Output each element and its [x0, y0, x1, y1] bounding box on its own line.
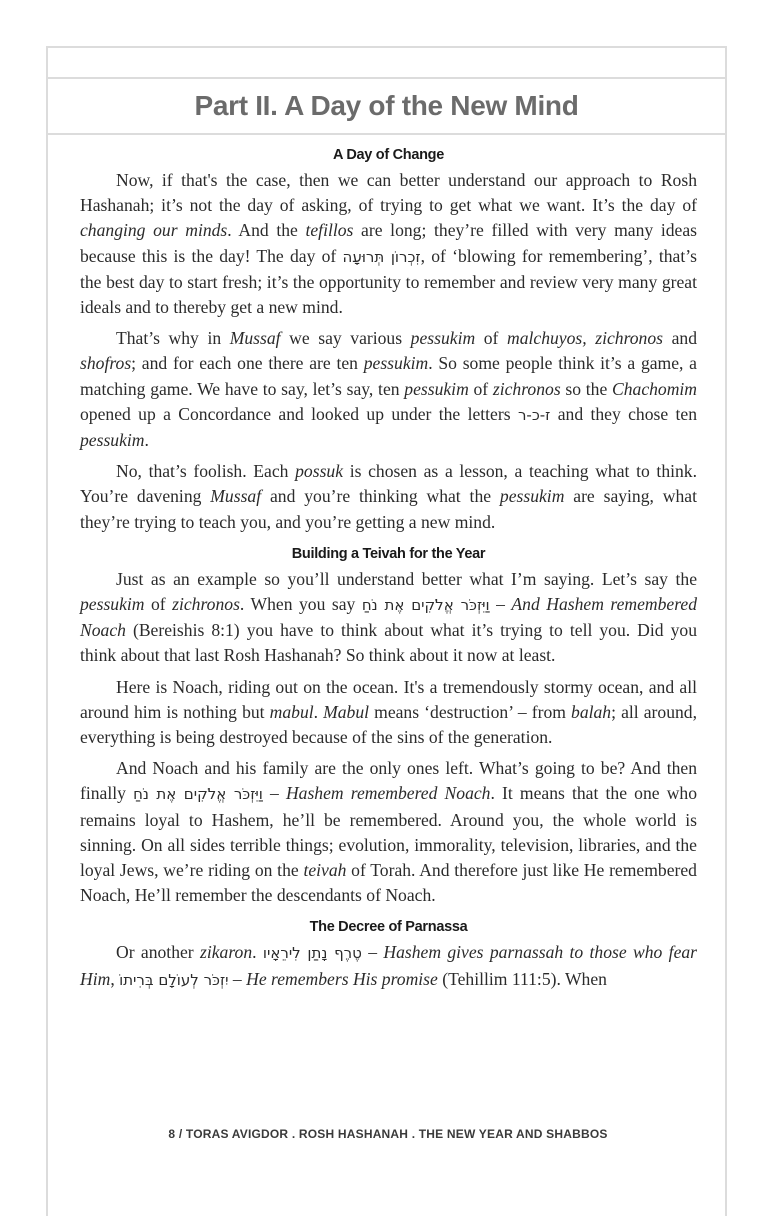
text-run: . And the	[227, 220, 306, 241]
text-run: and you’re thinking what the	[261, 486, 500, 507]
running-footer: 8 / TORAS AVIGDOR . ROSH HASHANAH . THE NEW YEAR AND SHABBOS	[168, 1127, 608, 1141]
hebrew-quote: ז-כ-ר	[517, 405, 551, 424]
italic-term: pessukim	[410, 328, 476, 349]
italic-term: Mabul	[323, 701, 370, 722]
text-run: opened up a Concordance and looked up under the letters	[80, 403, 518, 424]
italic-term: pessukim	[363, 353, 429, 374]
text-run: of	[468, 378, 493, 399]
text-run: Here is Noach, riding out on the ocean. It's a tremendously stormy ocean, and all around him is nothing but	[80, 676, 697, 722]
page-content	[80, 140, 697, 999]
hebrew-quote: טֶרֶף נָתַן לִירֵאָיו	[262, 944, 362, 963]
text-run: (Tehillim 111:5). When	[437, 968, 607, 989]
italic-term: balah	[571, 701, 612, 722]
italic-term: mabul	[269, 701, 314, 722]
text-run: . So some people think it’s a game, a matching game. We have to say, let’s say, ten	[80, 353, 697, 399]
body-paragraph	[80, 459, 697, 535]
text-run: of	[144, 594, 173, 615]
text-run: and they chose ten	[550, 403, 697, 424]
text-run: are saying, what they’re trying to teach you, and you’re getting a new mind.	[80, 486, 697, 532]
text-run: –	[361, 942, 384, 963]
italic-term: malchuyos, zichronos	[507, 328, 664, 349]
italic-term: He remembers His promise	[246, 968, 438, 989]
text-run: means ‘destruction’ – from	[369, 701, 572, 722]
italic-term: shofros	[80, 353, 132, 374]
italic-term: Mussaf	[210, 486, 262, 507]
text-run: That’s why in	[116, 328, 230, 349]
text-run: (Bereishis 8:1) you have to think about what it’s trying to tell you. Did you think about that last Rosh Hashanah? So think about it now at least.	[80, 620, 697, 666]
italic-term: zikaron	[200, 942, 253, 963]
text-run: and	[663, 328, 698, 349]
text-run: –	[262, 783, 286, 804]
italic-term: possuk	[295, 461, 344, 482]
text-run: And Noach and his family are the only ones left. What’s going to be? And then finally	[80, 758, 697, 804]
text-run: .	[313, 701, 324, 722]
body-paragraph	[80, 940, 697, 992]
italic-term: pessukim	[80, 594, 145, 615]
body-paragraph	[80, 168, 697, 320]
body-paragraph	[80, 675, 697, 751]
italic-term: pessukim	[80, 430, 145, 451]
italic-term: tefillos	[305, 220, 354, 241]
text-run: –	[489, 594, 512, 615]
text-run: ; and for each one there are ten	[131, 353, 364, 374]
text-run: ,	[110, 968, 120, 989]
italic-term: pessukim	[499, 486, 565, 507]
text-run: we say various	[280, 328, 411, 349]
body-paragraph	[80, 326, 697, 453]
text-run: –	[228, 968, 247, 989]
title-band	[48, 79, 725, 135]
section-heading: The Decree of Parnassa	[309, 919, 468, 936]
italic-term: Hashem remembered Noach	[285, 783, 491, 804]
italic-term: Chachomim	[611, 378, 698, 399]
hebrew-quote: יִזְכֹּר לְעוֹלָם בְּרִיתוֹ	[119, 970, 229, 989]
text-run: are long; they’re filled with very many ideas because this is the day! The day of	[80, 220, 698, 266]
text-run: No, that’s foolish. Each	[116, 461, 296, 482]
italic-term: changing our minds	[80, 220, 228, 241]
italic-term: zichronos	[492, 378, 561, 399]
text-run: Or another	[116, 942, 200, 963]
text-run: . When you say	[239, 594, 362, 615]
section-heading: A Day of Change	[333, 147, 444, 163]
italic-term: teivah	[303, 860, 347, 881]
hebrew-quote: וַיִּזְכֹּר אֱלֹקִים אֶת נֹחַ	[361, 596, 490, 615]
hebrew-quote: וַיִּזְכֹּר אֱלֹקִים אֶת נֹחַ	[133, 785, 263, 804]
part-title: Part II. A Day of the New Mind	[194, 90, 579, 121]
section-heading: Building a Teivah for the Year	[291, 545, 486, 562]
italic-term: And Hashem remembered Noach	[80, 594, 698, 641]
text-run: of	[475, 328, 507, 349]
italic-term: Hashem gives parnassah to those who fear Him	[80, 942, 698, 989]
text-run: ; all around, everything is being destroyed because of the sins of the generation.	[80, 701, 697, 748]
text-run: , of ‘blowing for remembering’, that’s the best day to start fresh; it’s the opportunity to remember and review very many great ideals and to thereby get a new mind.	[80, 245, 697, 318]
text-run: .	[144, 430, 149, 451]
header-band	[48, 48, 725, 79]
text-run: is chosen as a lesson, a teaching what to think. You’re davening	[80, 461, 697, 507]
text-run: Just as an example so you’ll understand better what I’m saying. Let’s say the	[116, 568, 697, 589]
hebrew-quote: זִכְרוֹן תְּרוּעָה	[342, 247, 421, 266]
body-paragraph	[80, 567, 697, 669]
italic-term: Mussaf	[229, 328, 281, 349]
text-run: . It means that the one who remains loyal to Hashem, he’ll be remembered. Around you, the whole world is sinning. On all sides terrible things; evolution, immorality, television, libraries, and the loyal Jews, we’re riding on the	[80, 783, 698, 881]
italic-term: pessukim	[404, 378, 469, 399]
text-run: Now, if that's the case, then we can better understand our approach to Rosh Hashanah; it’s not the day of asking, of trying to get what we want. It’s the day of	[80, 170, 697, 216]
text-run: .	[252, 942, 263, 963]
body-paragraph	[80, 756, 697, 908]
text-run: of Torah. And therefore just like He remembered Noach, He’ll remember the descendants of Noach.	[80, 860, 697, 906]
text-run: so the	[560, 378, 612, 399]
italic-term: zichronos	[172, 594, 240, 615]
